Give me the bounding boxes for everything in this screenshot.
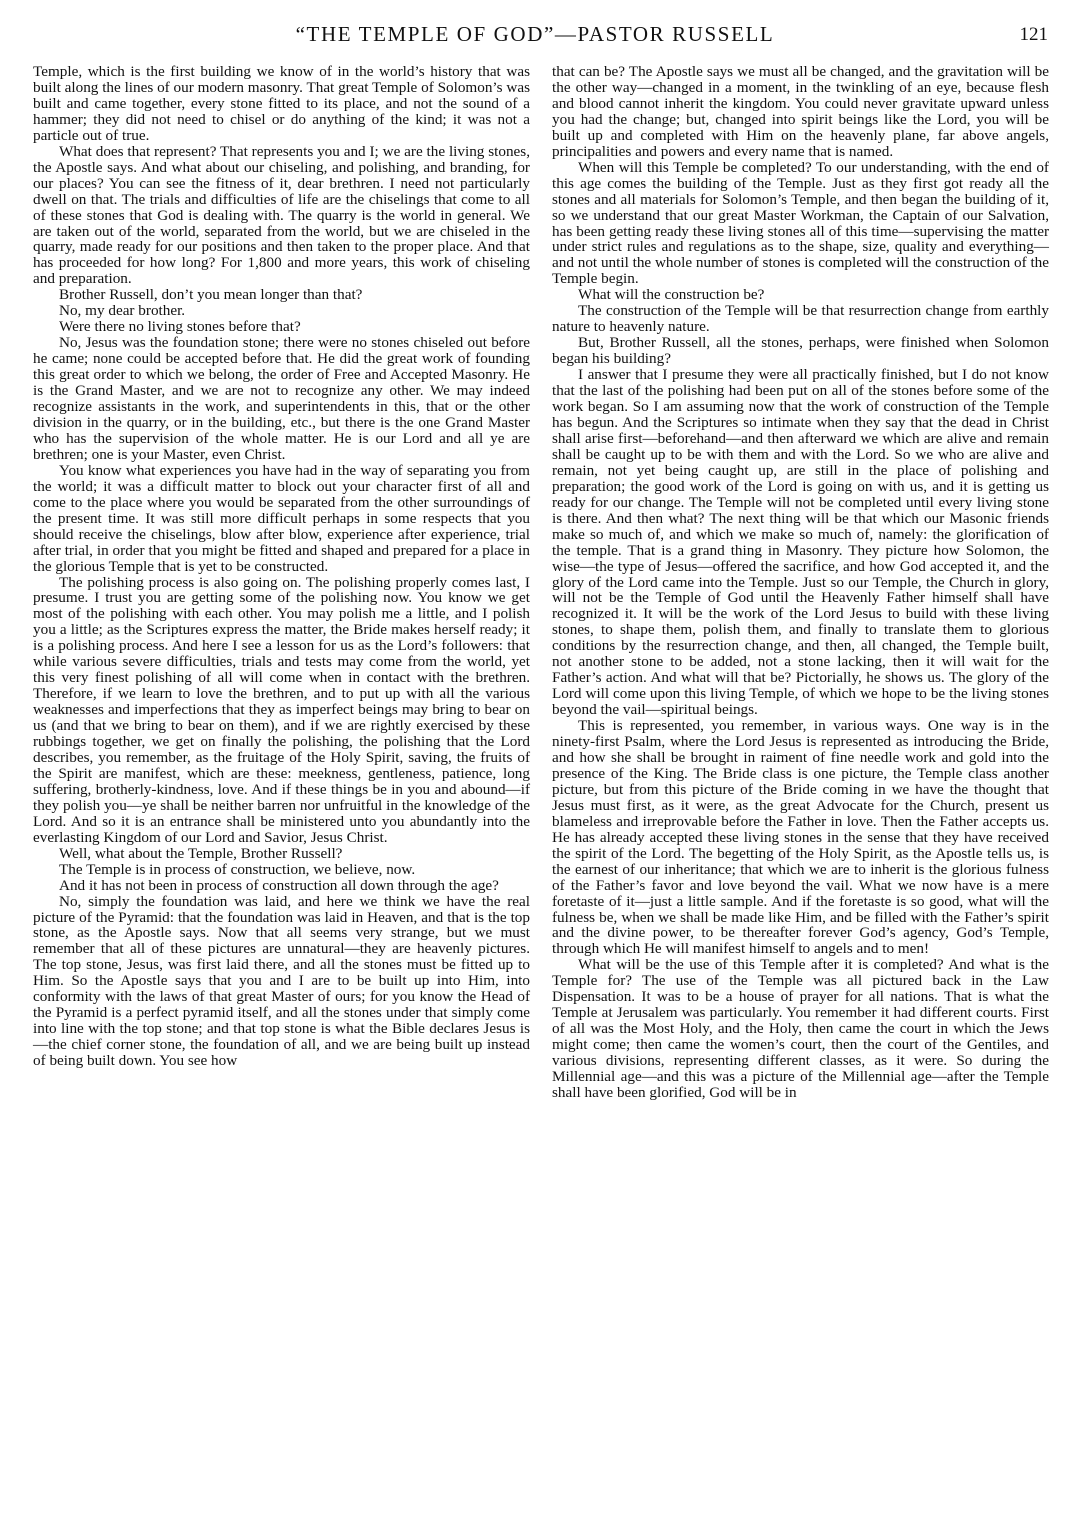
paragraph: No, my dear brother.: [59, 302, 186, 320]
paragraph: No, Jesus was the foundation stone; there were no stones chiseled out before he came; none could be accepted before that. He did the great work of founding this great order to which we belong, the order of Free and Accepted Masonry. He is the Grand Master, and we are not to recognize any other. We may indeed recognize assistants in the work, and superintendents in this, that or the other division in the quarry, or in the building, etc., but there is the one Grand Master who has the supervision of the whole matter. He is our Lord and all ye are brethren; one is your Master, even Christ.: [33, 334, 530, 463]
paragraph: Well, what about the Temple, Brother Russell?: [59, 844, 343, 862]
paragraph: When will this Temple be completed? To our understanding, with the end of this age comes the building of the Temple. Just as they first got ready all the stones and all materials for Solomon’s Temple, and then began the building of it, so we understand that our great Master Workman, the Captain of our Salvation, has been getting ready these living stones all of this time—supervising the matter under strict rules and regulations as to the shape, size, quality and everything—and not until the whole number of stones is completed will the construction of the Temple begin.: [552, 158, 1049, 288]
paragraph: Brother Russell, don’t you mean longer than that?: [59, 286, 363, 304]
right-column: [552, 64, 1049, 1101]
paragraph: The construction of the Temple will be that resurrection change from earthly nature to heavenly nature.: [552, 302, 1049, 336]
paragraph: What will the construction be?: [578, 286, 765, 304]
paragraph: No, simply the foundation was laid, and here we think we have the real picture of the Pyramid: that the foundation was laid in Heaven, and that is the top stone, as the Apostle says. Now that all seems very strange, but we must remember that all of these pictures are unnatural—they are heavenly pictures. The top stone, Jesus, was first laid there, and all the stones must be fitted up to Him. So the Apostle says that you and I are to be built up into Him, into conformity with the laws of that great Master of ours; for you know the Head of the Pyramid is a perfect pyramid itself, and all the stones under that simply come into line with the top stone; and that top stone is what the Bible declares Jesus is—the chief corner stone, the foundation of all, and we are being built up instead of being built down. You see how: [33, 892, 530, 1070]
paragraph: Were there no living stones before that?: [59, 318, 301, 336]
paragraph: I answer that I presume they were all practically finished, but I do not know that the last of the polishing had been put on all of the stones before some of the work began. So I am assuming now that the work of construction of the Temple has begun. And the Scriptures so intimate when they say that the dead in Christ shall arise first—beforehand—and then afterward we which are alive and remain shall be caught up to be with them and with the Lord. So we who are alive and remain, not yet being caught up, are still in the place of polishing and preparation; the good work of the Lord is going on with us, and it is getting us ready for our change. The Temple will not be completed until every living stone is there. And then what? The next thing will be that which our Masonic friends make so much of, and which we make so much of, namely: the glorification of the temple. That is a grand thing in Masonry. They picture how Solomon, the wise—the type of Jesus—offered the sacrifice, and how God accepted it, and the glory of the Lord came into the Temple. Just so our Temple, the Church in glory, will not be the Temple of God until the Heavenly Father himself shall have recognized it. It will be the work of the Lord Jesus to build with these living stones, to shape them, polish them, and finally to translate them to glorious conditions by the resurrection change, and then, all changed, the Temple built, not another stone to be added, not a stone lacking, then it will wait for the Father’s action. And what will that be? Pictorially, he shows us. The glory of the Lord will come upon this living Temple, of which we hope to be the living stones beyond the vail—spiritual beings.: [552, 366, 1049, 719]
paragraph: The polishing process is also going on. The polishing properly comes last, I presume. I trust you are getting some of the polishing now. You know we get most of the polishing with each other. You may polish me a little, and I polish you a little; as the Scriptures express the matter, the Bride makes herself ready; it is a polishing process. And here I see a lesson for us as the Lord’s followers: that while various severe difficulties, trials and tests may come from the world, yet this very finest polishing of all will come when in contact with the brethren. Therefore, if we learn to love the brethren, and to put up with all the various weaknesses and imperfections that they as imperfect beings may bring to bear on us (and that we bring to bear on them), and if we are rightly exercised by these rubbings together, we get on finally the polishing, the polishing that the Lord describes, you remember, as the fruitage of the Holy Spirit, saving, the fruits of the Spirit are manifest, which are these: meekness, gentleness, patience, long suffering, brotherly-kindness, love. And if these things be in you and abound—if they polish you—ye shall be neither barren nor unfruitful in the knowledge of the Lord. And so it is an entrance shall be ministered unto you abundantly into the everlasting Kingdom of our Lord and Savior, Jesus Christ.: [33, 573, 530, 846]
page-number: 121: [1019, 24, 1048, 45]
paragraph: Temple, which is the first building we know of in the world’s history that was built along the lines of our modern masonry. That great Temple of Solomon’s was built and came together, every stone fitted to its place, and not the sound of a hammer; they did not need to chisel or do anything of the kind; it was not a particle out of true.: [33, 63, 530, 144]
paragraph: The Temple is in process of construction, we believe, now.: [59, 860, 416, 878]
paragraph: But, Brother Russell, all the stones, perhaps, were finished when Solomon began his building?: [552, 334, 1049, 368]
paragraph: You know what experiences you have had in the way of separating you from the world; it was a difficult matter to block out your character first of all and come to the place where you would be separated from the other surroundings of the present time. It was still more difficult perhaps in some respects that you should receive the chiselings, blow after blow, experience after experience, trial after trial, in order that you might be fitted and shaped and prepared for a place in the glorious Temple that is yet to be constructed.: [33, 461, 530, 575]
page-header: [0, 22, 1070, 50]
paragraph: What does that represent? That represents you and I; we are the living stones, the Apostle says. And what about our chiseling, and polishing, and branding, for our places? You can see the fitness of it, dear brethren. I need not particularly dwell on that. The trials and difficulties of life are the chiselings that come to all of these stones that God is dealing with. The quarry is the world in general. We are taken out of the world, separated from the world, but we are chiseled in the quarry, made ready for our positions and then taken to the proper place. And that has proceeded for how long? For 1,800 and more years, this work of chiseling and preparation.: [33, 142, 530, 288]
paragraph: And it has not been in process of construction all down through the age?: [59, 876, 499, 894]
paragraph: What will be the use of this Temple after it is completed? And what is the Temple for? The use of the Temple was all pictured back in the Law Dispensation. It was to be a house of prayer for all nations. That is what the Temple at Jerusalem was particularly. You remember it had different courts. First of all was the Most Holy, and the Holy, then came the court in which the Jews might come; then came the women’s court, then the court of the Gentiles, and various divisions, representing different classes, as it were. So during the Millennial age—and this was a picture of the Millennial age—after the Temple shall have been glorified, God will be in: [552, 956, 1049, 1101]
paragraph: This is represented, you remember, in various ways. One way is in the ninety-first Psalm, where the Lord Jesus is represented as introducing the Bride, and how she shall be brought in raiment of fine needle work and gold into the presence of the King. The Bride class is one picture, the Temple class another picture, but from this picture of the Bride coming in we have the thought that Jesus must first, as it were, as the great Advocate for the Church, present us blameless and irreprovable before the Father in love. Then the Father accepts us. He has already accepted these living stones in the sense that they have received the spirit of the Lord. The begetting of the Holy Spirit, as the Apostle tells us, is the earnest of our inheritance; that which we are to inherit is the glorious fulness of the Father’s favor and love beyond the vail. What we now have is a mere foretaste of it—just a little sample. And if the foretaste is so good, what will the fulness be, when we shall be made like Him, and be filled with the Father’s spirit and the divine power, to be thereafter forever God’s agency, God’s Temple, through which He will manifest himself to angels and to men!: [552, 717, 1049, 958]
paragraph: that can be? The Apostle says we must all be changed, and the gravitation will be the other way—changed in a moment, in the twinkling of an eye, because flesh and blood cannot inherit the kingdom. You could never gravitate upward unless you had the change; but, changed into spirit beings like the Lord, you will be built up and completed with Him on the heavenly plane, far above angels, principalities and powers and every name that is named.: [552, 63, 1049, 160]
running-title: “THE TEMPLE OF GOD”—PASTOR RUSSELL: [295, 22, 775, 46]
left-column: [33, 64, 530, 1069]
